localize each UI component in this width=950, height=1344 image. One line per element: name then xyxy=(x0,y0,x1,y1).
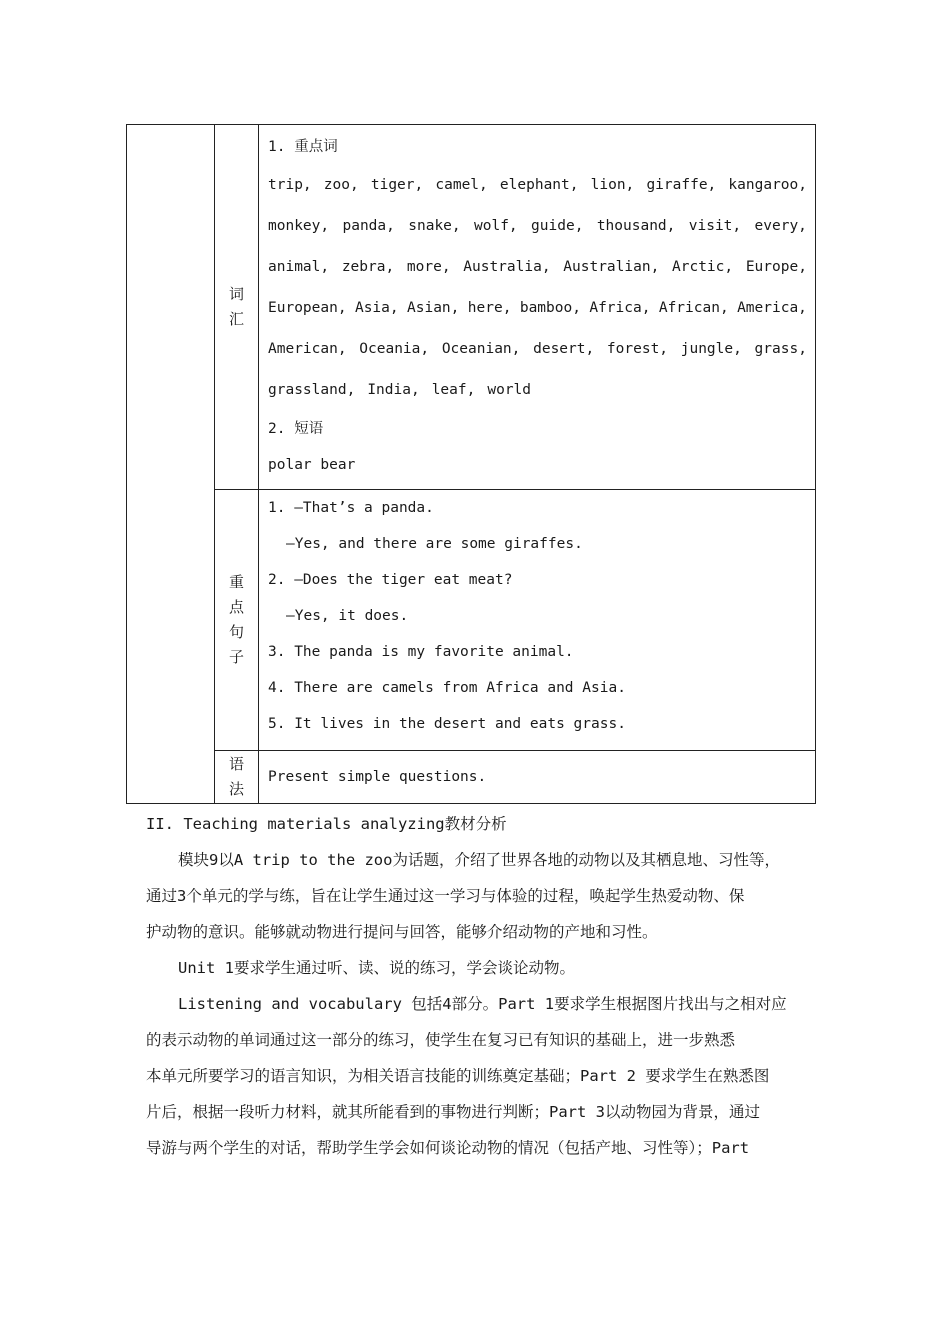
vocab-word: elephant, xyxy=(499,177,579,193)
vocab-word: leaf, xyxy=(431,382,476,398)
paragraph-line: 的表示动物的单词通过这一部分的练习，使学生在复习已有知识的基础上，进一步熟悉 xyxy=(146,1031,736,1049)
vocabulary-row xyxy=(127,125,816,490)
paragraph-line: Listening and vocabulary 包括4部分。Part 1要求学生根据图片找出与之相对应 xyxy=(178,995,787,1013)
vocab-word: thousand, xyxy=(596,218,676,234)
vocab-word: Oceania, xyxy=(359,341,430,357)
vocab-word: visit, xyxy=(688,218,742,234)
vocab-word: animal, xyxy=(268,259,330,275)
vocab-word: trip, xyxy=(268,177,312,193)
vocab-word: here, xyxy=(467,300,512,316)
paragraph-line: 护动物的意识。能够就动物进行提问与回答，能够介绍动物的产地和习性。 xyxy=(146,923,658,941)
vocab-word: every, xyxy=(754,218,807,234)
vocab-word: Australian, xyxy=(563,259,660,275)
sentences-content xyxy=(259,490,816,751)
paragraph-line: 本单元所要学习的语言知识，为相关语言技能的训练奠定基础；Part 2 要求学生在熟悉图 xyxy=(146,1067,770,1085)
vocabulary-label-cell xyxy=(215,125,259,490)
vocab-word: more, xyxy=(406,259,451,275)
vocab-word: guide, xyxy=(531,218,584,234)
vocab-word: zoo, xyxy=(323,177,359,193)
vocab-word: Asia, xyxy=(354,300,399,316)
word-line xyxy=(268,288,807,329)
vocab-word: Arctic, xyxy=(672,259,734,275)
word-line xyxy=(268,165,807,206)
sentence-line: 5. It lives in the desert and eats grass. xyxy=(268,716,626,732)
paragraph-line: 片后，根据一段听力材料，就其所能看到的事物进行判断；Part 3以动物园为背景，通过 xyxy=(146,1103,760,1121)
sentence-line: 3. The panda is my favorite animal. xyxy=(268,644,574,660)
phrase-item: polar bear xyxy=(268,457,356,473)
paragraph-line: 模块9以A trip to the zoo为话题，介绍了世界各地的动物以及其栖息地、习性等， xyxy=(178,851,780,869)
paragraph-line: 通过3个单元的学与练，旨在让学生通过这一学习与体验的过程，唤起学生热爱动物、保 xyxy=(146,887,745,905)
vocab-word: Oceanian, xyxy=(441,341,521,357)
vocab-word: world xyxy=(487,382,532,398)
vocab-word: Australia, xyxy=(463,259,551,275)
sentence-line: 2. —Does the tiger eat meat? xyxy=(268,572,513,588)
vocab-word: wolf, xyxy=(474,218,518,234)
vocab-word: forest, xyxy=(606,341,669,357)
vocab-word: America, xyxy=(737,300,807,316)
vocab-word: tiger, xyxy=(370,177,424,193)
vocab-word: lion, xyxy=(590,177,635,193)
vocab-word: American, xyxy=(268,341,347,357)
vocab-word: European, xyxy=(268,300,347,316)
word-line xyxy=(268,370,807,411)
vocab-word: panda, xyxy=(342,218,395,234)
sentence-line: —Yes, and there are some giraffes. xyxy=(286,536,583,552)
section-heading: II. Teaching materials analyzing教材分析 xyxy=(146,815,507,833)
vocab-word: Europe, xyxy=(745,259,807,275)
word-list xyxy=(268,165,807,411)
sentences-row xyxy=(127,490,816,751)
vocabulary-content xyxy=(259,125,816,490)
vocab-word: India, xyxy=(367,382,420,398)
sentence-line: 1. —That’s a panda. xyxy=(268,500,434,516)
blank-left-cell xyxy=(127,125,215,804)
sentence-line: —Yes, it does. xyxy=(286,608,409,624)
phrases-heading: 2. 短语 xyxy=(268,421,324,437)
sentence-line: 4. There are camels from Africa and Asia. xyxy=(268,680,626,696)
word-line xyxy=(268,247,807,288)
vocab-word: African, xyxy=(658,300,729,316)
vocab-word: desert, xyxy=(533,341,595,357)
vocab-word: zebra, xyxy=(341,259,395,275)
grammar-row xyxy=(127,751,816,804)
vocab-word: jungle, xyxy=(680,341,742,357)
vocab-word: bamboo, xyxy=(519,300,581,316)
grammar-label: 语法 xyxy=(228,755,244,798)
analysis-section xyxy=(146,806,816,1166)
grammar-text: Present simple questions. xyxy=(268,769,487,785)
word-line xyxy=(268,206,807,247)
vocab-word: snake, xyxy=(408,218,461,234)
grammar-label-cell xyxy=(215,751,259,804)
sentences-label-cell xyxy=(215,490,259,751)
paragraph-line: 导游与两个学生的对话，帮助学生学会如何谈论动物的情况（包括产地、习性等）；Part xyxy=(146,1139,750,1157)
paragraph-line: Unit 1要求学生通过听、读、说的练习，学会谈论动物。 xyxy=(178,959,575,977)
key-words-heading: 1. 重点词 xyxy=(268,139,338,155)
vocab-word: Asian, xyxy=(407,300,460,316)
grammar-content xyxy=(259,751,816,804)
lesson-table xyxy=(126,124,816,804)
vocab-word: Africa, xyxy=(589,300,651,316)
word-line xyxy=(268,329,807,370)
vocab-word: monkey, xyxy=(268,218,330,234)
sentences-label: 重点句子 xyxy=(228,573,244,666)
vocab-word: kangaroo, xyxy=(728,177,807,193)
vocab-word: grassland, xyxy=(268,382,356,398)
vocab-word: camel, xyxy=(435,177,488,193)
vocabulary-label: 词汇 xyxy=(228,285,244,328)
vocab-word: grass, xyxy=(754,341,807,357)
vocab-word: giraffe, xyxy=(646,177,717,193)
